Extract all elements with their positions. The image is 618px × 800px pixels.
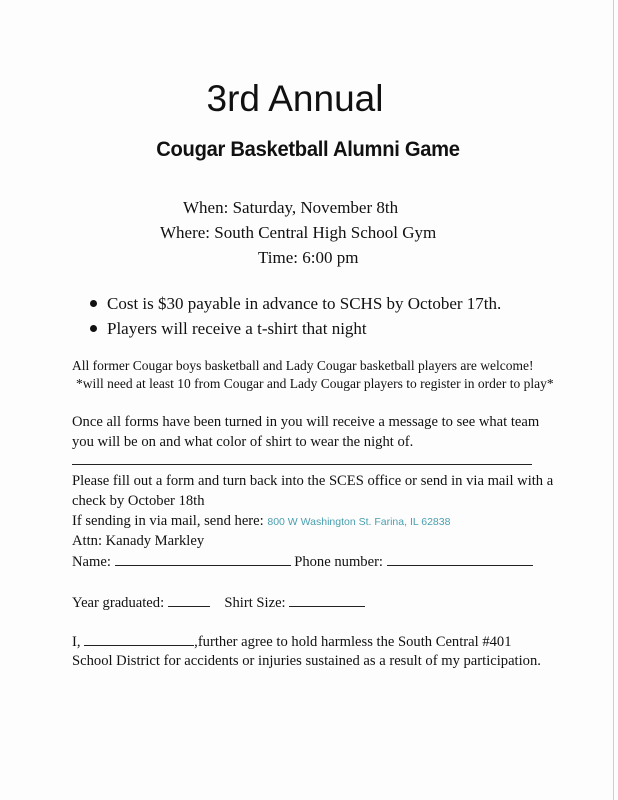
fill-text-line1: Please fill out a form and turn back into the SCES office or send in via mail with a <box>72 473 554 489</box>
year-label: Year graduated: <box>72 595 165 611</box>
name-label: Name: <box>72 554 111 570</box>
fill-text-line2: check by October 18th <box>72 493 205 509</box>
waiver-line2: School District for accidents or injuries sustained as a result of my participation. <box>72 653 541 669</box>
phone-field[interactable] <box>387 553 533 566</box>
mail-address: 800 W Washington St. Farina, IL 62838 <box>267 516 451 528</box>
name-field[interactable] <box>115 553 291 566</box>
bullet-dot-icon <box>90 300 97 307</box>
mail-label: If sending in via mail, send here: <box>72 513 264 529</box>
event-when: When: Saturday, November 8th <box>183 198 399 217</box>
event-where: Where: South Central High School Gym <box>160 223 437 242</box>
requirement-text: *will need at least 10 from Cougar and Lady Cougar players to register in order to play* <box>76 376 554 391</box>
phone-label: Phone number: <box>294 554 383 570</box>
shirt-label: Shirt Size: <box>224 595 286 611</box>
mail-line <box>72 513 450 530</box>
waiver-line1 <box>72 633 512 651</box>
bullet-dot-icon <box>90 325 97 332</box>
welcome-text: All former Cougar boys basketball and Lady Cougar basketball players are welcome! <box>72 358 534 373</box>
waiver-prefix: I, <box>72 634 81 650</box>
forms-text-line2: you will be on and what color of shirt to wear the night of. <box>72 434 414 450</box>
year-shirt-row <box>72 594 365 612</box>
waiver-text-line1: ,further agree to hold harmless the South Central #401 <box>194 634 512 650</box>
name-phone-row <box>72 553 533 571</box>
year-field[interactable] <box>168 594 210 607</box>
flyer-subtitle: Cougar Basketball Alumni Game <box>156 138 460 161</box>
flyer-title: 3rd Annual <box>206 78 384 119</box>
event-time: Time: 6:00 pm <box>258 248 359 267</box>
bullet-tshirt <box>90 319 367 339</box>
bullet-cost-text: Cost is $30 payable in advance to SCHS by October 17th. <box>107 294 502 313</box>
bullet-cost <box>90 294 501 314</box>
page-edge <box>613 0 614 800</box>
shirt-size-field[interactable] <box>289 594 365 607</box>
divider <box>72 464 532 465</box>
attn-line: Attn: Kanady Markley <box>72 533 205 549</box>
waiver-name-field[interactable] <box>84 633 194 646</box>
bullet-tshirt-text: Players will receive a t-shirt that night <box>107 319 367 338</box>
forms-text-line1: Once all forms have been turned in you will receive a message to see what team <box>72 414 540 430</box>
